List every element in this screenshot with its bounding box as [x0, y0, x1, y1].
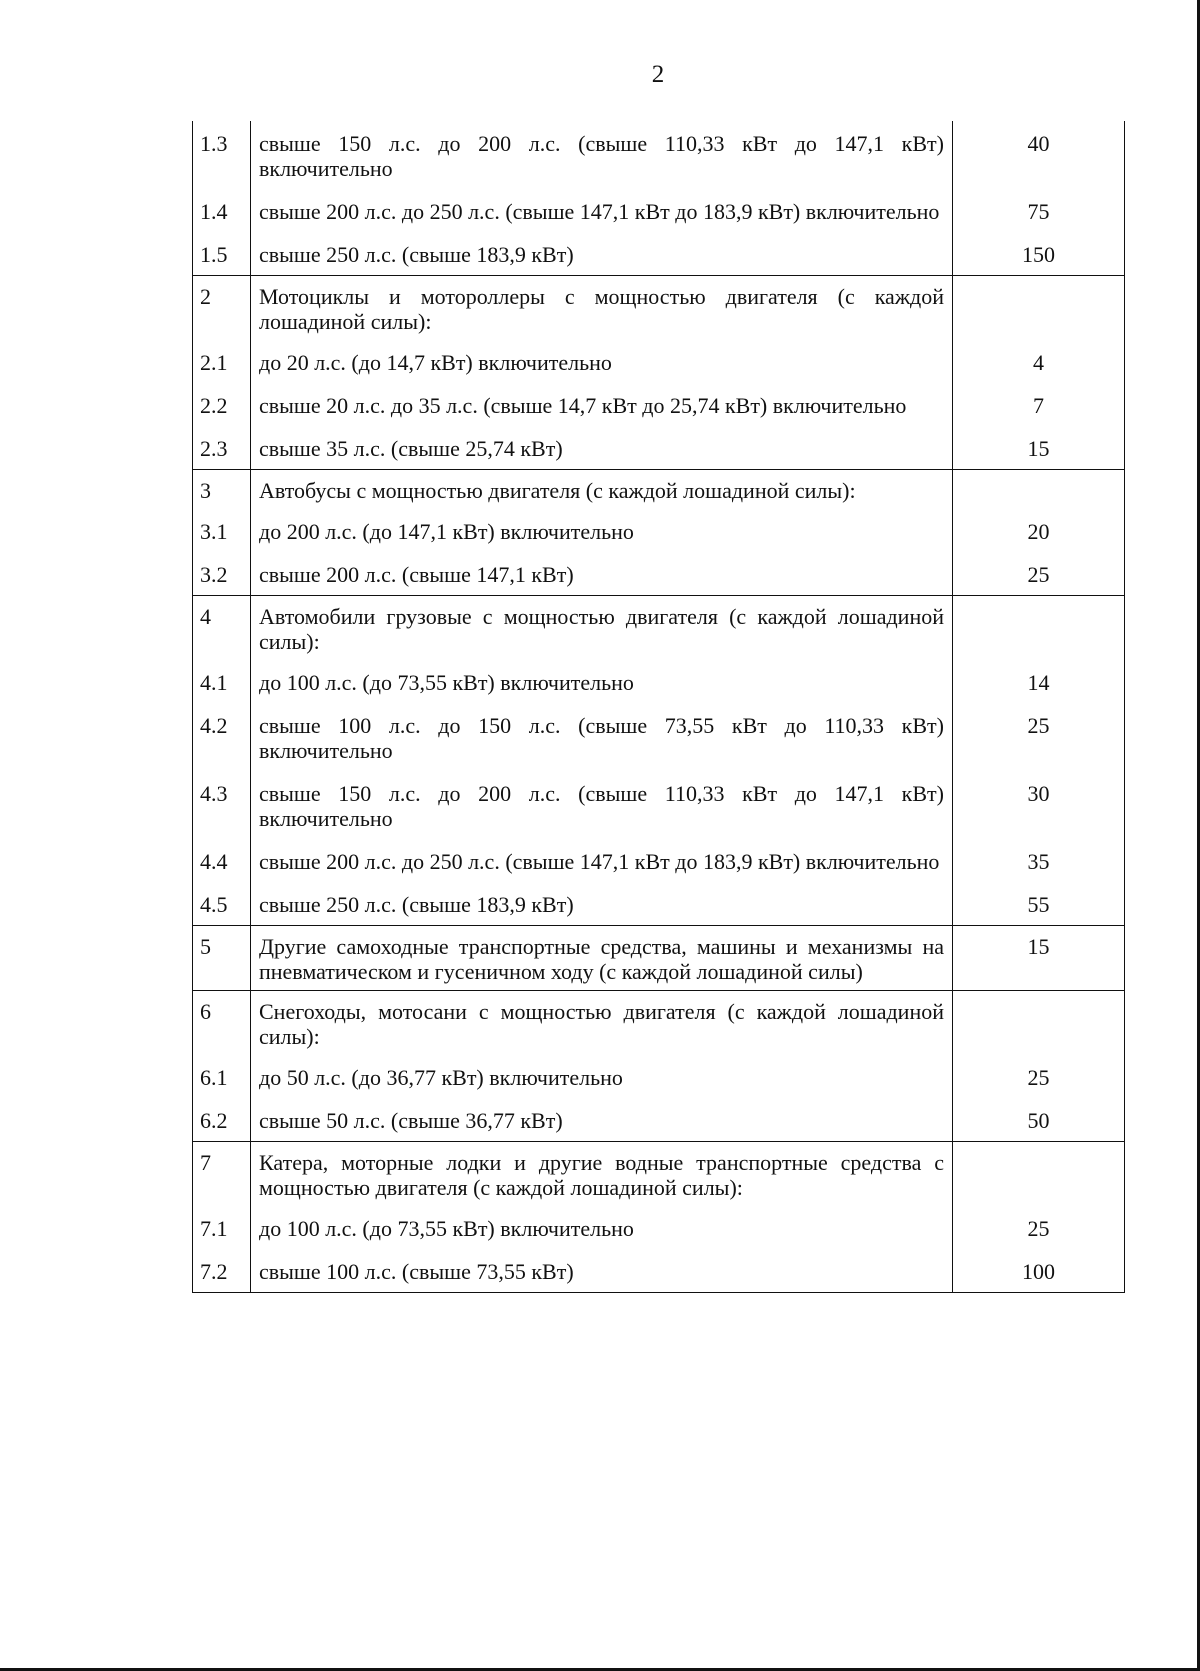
table-group-row: [193, 991, 1125, 1056]
table-group-row: [193, 470, 1125, 510]
row-rate: [953, 470, 1125, 510]
row-number: 2.2: [193, 383, 251, 426]
row-description: свыше 250 л.с. (свыше 183,9 кВт): [251, 882, 953, 926]
row-number: 2: [193, 276, 251, 341]
table-row: [193, 660, 1125, 703]
table-row: [193, 771, 1125, 839]
table-row: [193, 340, 1125, 383]
row-rate: 4: [953, 340, 1125, 383]
table-row: [193, 882, 1125, 926]
row-number: 6.2: [193, 1098, 251, 1142]
table-row: [193, 1206, 1125, 1249]
row-rate: 55: [953, 882, 1125, 926]
row-rate: 25: [953, 1206, 1125, 1249]
row-description: свыше 35 л.с. (свыше 25,74 кВт): [251, 426, 953, 470]
row-number: 3: [193, 470, 251, 510]
row-rate: 25: [953, 1055, 1125, 1098]
row-description: до 50 л.с. (до 36,77 кВт) включительно: [251, 1055, 953, 1098]
table-row: [193, 189, 1125, 232]
table-row: [193, 232, 1125, 276]
row-number: 7: [193, 1142, 251, 1207]
row-description: свыше 200 л.с. до 250 л.с. (свыше 147,1 кВт до 183,9 кВт) включительно: [251, 839, 953, 882]
row-number: 4.4: [193, 839, 251, 882]
table-group-row: [193, 596, 1125, 661]
row-number: 4.1: [193, 660, 251, 703]
table-row: [193, 383, 1125, 426]
row-description: до 100 л.с. (до 73,55 кВт) включительно: [251, 660, 953, 703]
row-rate: 25: [953, 703, 1125, 771]
row-description: свыше 100 л.с. (свыше 73,55 кВт): [251, 1249, 953, 1293]
row-rate: [953, 276, 1125, 341]
row-number: 5: [193, 926, 251, 991]
row-description: свыше 250 л.с. (свыше 183,9 кВт): [251, 232, 953, 276]
row-rate: 15: [953, 926, 1125, 991]
row-description: свыше 20 л.с. до 35 л.с. (свыше 14,7 кВт до 25,74 кВт) включительно: [251, 383, 953, 426]
row-rate: 25: [953, 552, 1125, 596]
row-description: Катера, моторные лодки и другие водные транспортные средства с мощностью двигателя (с каждой лошадиной силы):: [251, 1142, 953, 1207]
row-description: Автомобили грузовые с мощностью двигателя (с каждой лошадиной силы):: [251, 596, 953, 661]
row-number: 4: [193, 596, 251, 661]
row-rate: [953, 1142, 1125, 1207]
row-number: 1.4: [193, 189, 251, 232]
row-number: 6: [193, 991, 251, 1056]
row-rate: [953, 596, 1125, 661]
row-description: свыше 100 л.с. до 150 л.с. (свыше 73,55 кВт до 110,33 кВт) включительно: [251, 703, 953, 771]
row-description: свыше 50 л.с. (свыше 36,77 кВт): [251, 1098, 953, 1142]
row-rate: 40: [953, 121, 1125, 189]
table-row: [193, 509, 1125, 552]
table-row: [193, 426, 1125, 470]
row-rate: 20: [953, 509, 1125, 552]
row-description: Снегоходы, мотосани с мощностью двигателя (с каждой лошадиной силы):: [251, 991, 953, 1056]
row-rate: 150: [953, 232, 1125, 276]
table-row: [193, 703, 1125, 771]
row-rate: 15: [953, 426, 1125, 470]
row-rate: 30: [953, 771, 1125, 839]
table-group-row: [193, 926, 1125, 991]
row-description: свыше 150 л.с. до 200 л.с. (свыше 110,33 кВт до 147,1 кВт) включительно: [251, 771, 953, 839]
row-rate: 100: [953, 1249, 1125, 1293]
row-number: 7.2: [193, 1249, 251, 1293]
table-row: [193, 552, 1125, 596]
row-number: 2.1: [193, 340, 251, 383]
row-number: 4.5: [193, 882, 251, 926]
table-row: [193, 1098, 1125, 1142]
table-group-row: [193, 1142, 1125, 1207]
row-description: свыше 200 л.с. (свыше 147,1 кВт): [251, 552, 953, 596]
row-number: 1.5: [193, 232, 251, 276]
row-description: свыше 150 л.с. до 200 л.с. (свыше 110,33 кВт до 147,1 кВт) включительно: [251, 121, 953, 189]
row-rate: [953, 991, 1125, 1056]
row-number: 4.3: [193, 771, 251, 839]
row-rate: 50: [953, 1098, 1125, 1142]
row-description: Другие самоходные транспортные средства, машины и механизмы на пневматическом и гусеничном ходу (с каждой лошадиной силы): [251, 926, 953, 991]
row-number: 4.2: [193, 703, 251, 771]
row-description: Мотоциклы и мотороллеры с мощностью двигателя (с каждой лошадиной силы):: [251, 276, 953, 341]
row-description: до 200 л.с. (до 147,1 кВт) включительно: [251, 509, 953, 552]
table-row: [193, 121, 1125, 189]
table-row: [193, 1055, 1125, 1098]
table-row: [193, 1249, 1125, 1293]
row-number: 2.3: [193, 426, 251, 470]
row-rate: 35: [953, 839, 1125, 882]
row-number: 3.1: [193, 509, 251, 552]
row-number: 3.2: [193, 552, 251, 596]
row-number: 7.1: [193, 1206, 251, 1249]
table-row: [193, 839, 1125, 882]
row-rate: 75: [953, 189, 1125, 232]
page-number: 2: [651, 61, 665, 88]
row-number: 6.1: [193, 1055, 251, 1098]
row-description: свыше 200 л.с. до 250 л.с. (свыше 147,1 кВт до 183,9 кВт) включительно: [251, 189, 953, 232]
row-rate: 14: [953, 660, 1125, 703]
row-description: до 20 л.с. (до 14,7 кВт) включительно: [251, 340, 953, 383]
row-number: 1.3: [193, 121, 251, 189]
row-rate: 7: [953, 383, 1125, 426]
tax-rate-table: [192, 121, 1125, 1293]
row-description: Автобусы с мощностью двигателя (с каждой лошадиной силы):: [251, 470, 953, 510]
row-description: до 100 л.с. (до 73,55 кВт) включительно: [251, 1206, 953, 1249]
table-group-row: [193, 276, 1125, 341]
